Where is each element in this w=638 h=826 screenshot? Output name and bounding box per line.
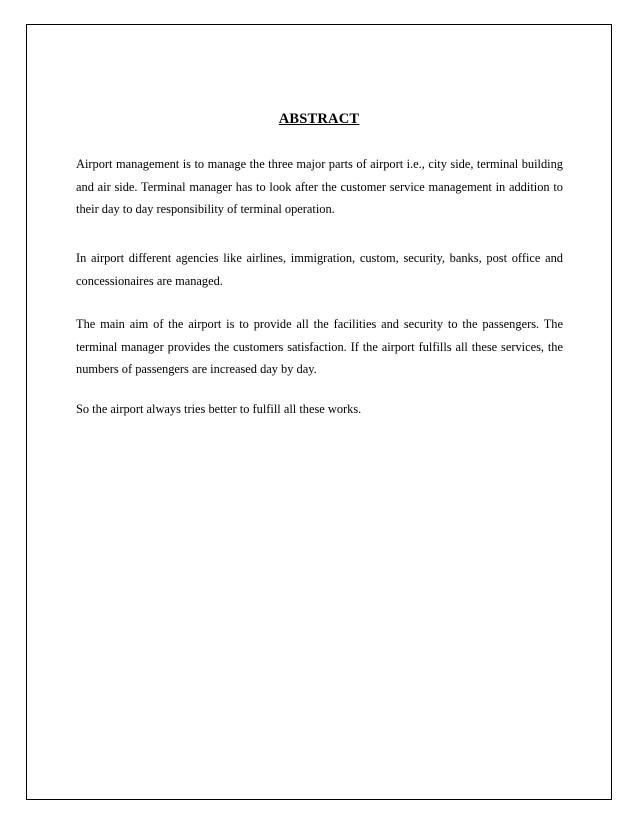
paragraph-airport-management: Airport management is to manage the three major parts of airport i.e., city side, terminal building and air side. Terminal manager has to look after the customer service management in addition to their day to day responsibility of terminal operation. [76,157,563,216]
paragraph-conclusion: So the airport always tries better to fulfill all these works. [76,402,362,416]
paragraph-main-aim: The main aim of the airport is to provide all the facilities and security to the passengers. The terminal manager provides the customers satisfaction. If the airport fulfills all these services, the numbers of passengers are increased day by day. [76,317,563,376]
abstract-heading: ABSTRACT [278,111,360,127]
paragraph-agencies: In airport different agencies like airlines, immigration, custom, security, banks, post office and concessionaires are managed. [76,251,563,288]
